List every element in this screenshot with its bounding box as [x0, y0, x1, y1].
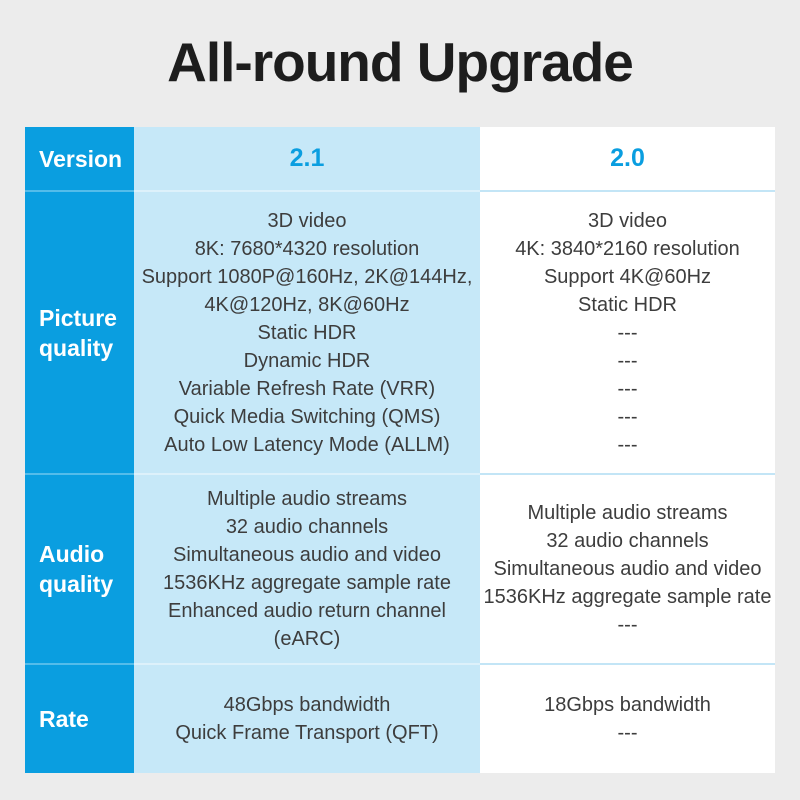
cell-line: Simultaneous audio and video — [493, 558, 762, 580]
cell-line: --- — [617, 614, 638, 636]
cell-line: Auto Low Latency Mode (ALLM) — [164, 433, 450, 456]
cell-rate-2-1 — [134, 663, 480, 773]
cell-audio-quality-2-0 — [480, 473, 775, 663]
cell-line: 1536KHz aggregate sample rate — [483, 586, 772, 608]
cell-line: --- — [617, 722, 638, 744]
cell-line: 32 audio channels — [546, 530, 709, 552]
cell-line: --- — [617, 349, 638, 372]
cell-line: Multiple audio streams — [527, 502, 728, 524]
row-label-rate: Rate — [25, 663, 134, 773]
cell-line: Quick Frame Transport (QFT) — [175, 722, 439, 744]
row-label-audio-quality: Audio quality — [25, 473, 134, 663]
cell-line: Dynamic HDR — [243, 349, 371, 372]
cell-line: Static HDR — [578, 293, 677, 316]
cell-audio-quality-2-1 — [134, 473, 480, 663]
cell-line: --- — [617, 321, 638, 344]
cell-line: Enhanced audio return channel (eARC) — [168, 600, 446, 650]
cell-line: Multiple audio streams — [206, 488, 408, 510]
cell-line: 32 audio channels — [225, 516, 389, 538]
cell-picture-quality-2-0 — [480, 190, 775, 473]
cell-picture-quality-2-1 — [134, 190, 480, 473]
cell-line: Static HDR — [257, 321, 357, 344]
cell-line: 3D video — [588, 209, 667, 232]
cell-line: Support 4K@60Hz — [543, 265, 712, 288]
cell-line: --- — [617, 405, 638, 428]
cell-line: Support 1080P@160Hz, 2K@144Hz, — [141, 265, 473, 288]
cell-line: 48Gbps bandwidth — [223, 694, 391, 716]
cell-line: 18Gbps bandwidth — [544, 694, 711, 716]
cell-line: Simultaneous audio and video — [173, 544, 441, 566]
cell-line: Variable Refresh Rate (VRR) — [178, 377, 436, 400]
cell-line: 3D video — [267, 209, 347, 232]
header-version-2-0: 2.0 — [480, 127, 775, 190]
header-version-label: Version — [25, 127, 134, 190]
cell-rate-2-0 — [480, 663, 775, 773]
cell-line: --- — [617, 433, 638, 456]
cell-line: 4K@120Hz, 8K@60Hz — [204, 293, 410, 316]
row-label-picture-quality: Picture quality — [25, 190, 134, 473]
comparison-table — [25, 127, 775, 773]
cell-line: 1536KHz aggregate sample rate — [163, 572, 451, 594]
cell-line: --- — [617, 377, 638, 400]
cell-line: 4K: 3840*2160 resolution — [515, 237, 740, 260]
header-version-2-1: 2.1 — [134, 127, 480, 190]
page-title: All-round Upgrade — [167, 31, 633, 93]
cell-line: Quick Media Switching (QMS) — [173, 405, 441, 428]
cell-line: 8K: 7680*4320 resolution — [194, 237, 420, 260]
